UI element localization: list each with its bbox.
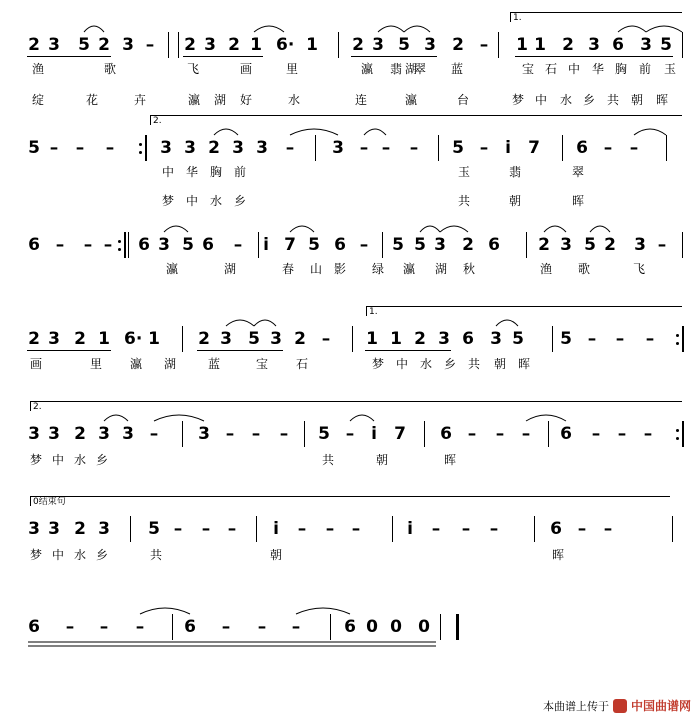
note: 3 bbox=[158, 235, 170, 255]
lyric-char: 歌 bbox=[578, 262, 591, 276]
note: 2 bbox=[28, 329, 40, 349]
note: 3 bbox=[220, 329, 232, 349]
slur bbox=[290, 226, 314, 232]
lyric-char: 胸 bbox=[210, 165, 223, 179]
note: 6 bbox=[462, 329, 474, 349]
note: – bbox=[221, 617, 231, 637]
lyric-char: 湖 bbox=[214, 93, 227, 107]
note: – bbox=[591, 424, 601, 444]
note: 2 bbox=[562, 35, 574, 55]
note: 1 bbox=[250, 35, 262, 55]
lyric-char: 宝 bbox=[522, 62, 535, 76]
lyric-char: 画 bbox=[30, 357, 43, 371]
note: – bbox=[149, 424, 159, 444]
note: 1 bbox=[516, 35, 528, 55]
note: 2 bbox=[452, 35, 464, 55]
note: 3 bbox=[588, 35, 600, 55]
lyric-char: 里 bbox=[90, 357, 103, 371]
lyric-char: 乡 bbox=[96, 548, 109, 562]
slur bbox=[140, 608, 190, 614]
lyric-char: 石 bbox=[296, 357, 309, 371]
note: 5 bbox=[318, 424, 330, 444]
note: – bbox=[279, 424, 289, 444]
note: – bbox=[577, 519, 587, 539]
lyric-char: 宝 bbox=[256, 357, 269, 371]
lyric-char: 共 bbox=[150, 548, 163, 562]
lyric-char: 朝 bbox=[509, 194, 522, 208]
lyric-char: 渔 bbox=[32, 62, 45, 76]
slur bbox=[164, 226, 188, 232]
note: – bbox=[351, 519, 361, 539]
note: – bbox=[645, 329, 655, 349]
slur bbox=[420, 226, 440, 232]
slur bbox=[404, 26, 430, 32]
lyric-char: 连 bbox=[355, 93, 368, 107]
note: 0 bbox=[418, 617, 430, 637]
note: 5 bbox=[308, 235, 320, 255]
note: – bbox=[467, 424, 477, 444]
note: 3 bbox=[48, 519, 60, 539]
lyric-char: 湖 bbox=[164, 357, 177, 371]
note: 3 bbox=[332, 138, 344, 158]
note: 2 bbox=[538, 235, 550, 255]
note: – bbox=[227, 519, 237, 539]
note: 1 bbox=[366, 329, 378, 349]
note: 3 bbox=[98, 519, 110, 539]
slur bbox=[214, 129, 238, 135]
lyric-char: 中 bbox=[568, 62, 581, 76]
note: 3 bbox=[28, 424, 40, 444]
note: 6 bbox=[344, 617, 356, 637]
slur bbox=[254, 26, 284, 32]
note: 3 bbox=[270, 329, 282, 349]
note: 6 bbox=[334, 235, 346, 255]
lyric-char: 梦 bbox=[30, 453, 43, 467]
lyric-char: 石 bbox=[545, 62, 558, 76]
note: – bbox=[65, 617, 75, 637]
note: – bbox=[587, 329, 597, 349]
note: 3 bbox=[98, 424, 110, 444]
lyric-char: 华 bbox=[592, 62, 605, 76]
note: 5 bbox=[560, 329, 572, 349]
lyric-char: 共 bbox=[607, 93, 620, 107]
note: – bbox=[521, 424, 531, 444]
note: 2 bbox=[74, 329, 86, 349]
slur bbox=[290, 129, 338, 135]
note: – bbox=[461, 519, 471, 539]
lyric-char: 蓝 bbox=[451, 62, 464, 76]
lyric-char: 花 bbox=[86, 93, 99, 107]
lyric-char: 翠 bbox=[414, 62, 427, 76]
lyric-char: 山 bbox=[310, 262, 323, 276]
note: 3 bbox=[434, 235, 446, 255]
lyric-char: 影 bbox=[334, 262, 347, 276]
note: – bbox=[297, 519, 307, 539]
volta-label: 1. bbox=[513, 13, 522, 23]
note: i bbox=[263, 235, 269, 255]
lyric-char: 朝 bbox=[376, 453, 389, 467]
note: 6 bbox=[576, 138, 588, 158]
slur bbox=[254, 320, 276, 326]
note: 2 bbox=[198, 329, 210, 349]
lyric-char: 共 bbox=[468, 357, 481, 371]
site-logo: 中国曲谱网 bbox=[630, 699, 691, 713]
note: 0 bbox=[390, 617, 402, 637]
slur bbox=[590, 226, 610, 232]
note: 5 bbox=[182, 235, 194, 255]
lyric-char: 水 bbox=[74, 548, 87, 562]
lyric-char: 湖 bbox=[224, 262, 237, 276]
note: – bbox=[201, 519, 211, 539]
note: 6 bbox=[550, 519, 562, 539]
volta-label: 2. bbox=[153, 116, 162, 126]
note: 3 bbox=[48, 329, 60, 349]
note: – bbox=[135, 617, 145, 637]
note: 0 bbox=[366, 617, 378, 637]
note: 3 bbox=[634, 235, 646, 255]
note: – bbox=[257, 617, 267, 637]
note: – bbox=[359, 235, 369, 255]
note: – bbox=[325, 519, 335, 539]
lyric-char: 绿 bbox=[372, 262, 385, 276]
lyric-char: 翠 bbox=[572, 165, 585, 179]
lyric-char: 春 bbox=[282, 262, 295, 276]
lyric-char: 秋 bbox=[463, 262, 476, 276]
note: 3 bbox=[28, 519, 40, 539]
note: 6 bbox=[560, 424, 572, 444]
note: 3 bbox=[640, 35, 652, 55]
note: 5 bbox=[248, 329, 260, 349]
note: 3 bbox=[490, 329, 502, 349]
lyric-char: 渔 bbox=[540, 262, 553, 276]
lyric-char: 飞 bbox=[187, 62, 200, 76]
slur bbox=[226, 320, 254, 326]
note: 3 bbox=[122, 35, 134, 55]
note: 3 bbox=[198, 424, 210, 444]
note: – bbox=[643, 424, 653, 444]
lyric-char: 翡 bbox=[509, 165, 522, 179]
lyric-char: 台 bbox=[457, 93, 470, 107]
lyric-char: 飞 bbox=[633, 262, 646, 276]
note: 5 bbox=[148, 519, 160, 539]
note: 3 bbox=[560, 235, 572, 255]
note: 5 bbox=[414, 235, 426, 255]
note: 2 bbox=[74, 424, 86, 444]
lyric-char: 蓝 bbox=[208, 357, 221, 371]
note: – bbox=[321, 329, 331, 349]
note: – bbox=[83, 235, 93, 255]
lyric-char: 乡 bbox=[444, 357, 457, 371]
slur bbox=[646, 26, 682, 32]
note: 3 bbox=[256, 138, 268, 158]
slur bbox=[350, 415, 374, 421]
slur bbox=[154, 415, 204, 421]
note: – bbox=[55, 235, 65, 255]
lyric-char: 晖 bbox=[572, 194, 585, 208]
note: 5 bbox=[584, 235, 596, 255]
note: 6· bbox=[124, 329, 143, 349]
lyric-char: 乡 bbox=[234, 194, 247, 208]
note: 7 bbox=[284, 235, 296, 255]
note: 2 bbox=[462, 235, 474, 255]
slur bbox=[618, 26, 646, 32]
note: 6 bbox=[184, 617, 196, 637]
note: 2 bbox=[604, 235, 616, 255]
lyric-char: 好 bbox=[240, 93, 253, 107]
note: – bbox=[75, 138, 85, 158]
slur bbox=[84, 26, 104, 32]
note: 2 bbox=[184, 35, 196, 55]
note: 3 bbox=[424, 35, 436, 55]
note: – bbox=[225, 424, 235, 444]
slur bbox=[104, 415, 128, 421]
note: 6 bbox=[488, 235, 500, 255]
lyric-char: 瀛 bbox=[403, 262, 416, 276]
note: – bbox=[345, 424, 355, 444]
note: 7 bbox=[394, 424, 406, 444]
note: 5 bbox=[512, 329, 524, 349]
note: 2 bbox=[74, 519, 86, 539]
lyric-char: 水 bbox=[420, 357, 433, 371]
note: i bbox=[371, 424, 377, 444]
lyric-char: 晖 bbox=[656, 93, 669, 107]
note: – bbox=[409, 138, 419, 158]
note: – bbox=[431, 519, 441, 539]
lyric-char: 瀛 bbox=[166, 262, 179, 276]
lyric-char: 中 bbox=[396, 357, 409, 371]
lyric-char: 朝 bbox=[494, 357, 507, 371]
note: 6 bbox=[440, 424, 452, 444]
note: 6 bbox=[612, 35, 624, 55]
note: 6· bbox=[276, 35, 295, 55]
lyric-char: 梦 bbox=[512, 93, 525, 107]
lyric-char: 朝 bbox=[270, 548, 283, 562]
volta-label: 1. bbox=[369, 307, 378, 317]
lyric-char: 中 bbox=[162, 165, 175, 179]
lyric-char: 晖 bbox=[518, 357, 531, 371]
lyric-char: 瀛 bbox=[130, 357, 143, 371]
slur bbox=[496, 320, 518, 326]
note: – bbox=[145, 35, 155, 55]
lyric-char: 前 bbox=[639, 62, 652, 76]
note: 5 bbox=[28, 138, 40, 158]
lyric-char: 梦 bbox=[372, 357, 385, 371]
note: – bbox=[657, 235, 667, 255]
note: 3 bbox=[372, 35, 384, 55]
note: – bbox=[479, 138, 489, 158]
lyric-char: 华 bbox=[186, 165, 199, 179]
lyric-char: 梦 bbox=[30, 548, 43, 562]
site-logo-icon bbox=[613, 699, 627, 713]
note: – bbox=[603, 519, 613, 539]
note: – bbox=[291, 617, 301, 637]
lyric-char: 湖 bbox=[405, 62, 418, 76]
note: – bbox=[495, 424, 505, 444]
lyric-char: 中 bbox=[535, 93, 548, 107]
lyric-char: 共 bbox=[458, 194, 471, 208]
note: 3 bbox=[438, 329, 450, 349]
lyric-char: 水 bbox=[288, 93, 301, 107]
lyric-char: 玉 bbox=[664, 62, 677, 76]
lyric-char: 玉 bbox=[458, 165, 471, 179]
lyric-char: 水 bbox=[560, 93, 573, 107]
note: 5 bbox=[398, 35, 410, 55]
note: 1 bbox=[390, 329, 402, 349]
lyric-char: 瀛 bbox=[188, 93, 201, 107]
slur bbox=[634, 129, 666, 135]
lyric-char: 画 bbox=[240, 62, 253, 76]
note: 2 bbox=[228, 35, 240, 55]
lyric-char: 梦 bbox=[162, 194, 175, 208]
lyric-char: 瀛 bbox=[361, 62, 374, 76]
note: – bbox=[99, 617, 109, 637]
note: 3 bbox=[160, 138, 172, 158]
note: i bbox=[407, 519, 413, 539]
lyric-char: 乡 bbox=[96, 453, 109, 467]
note: 3 bbox=[48, 35, 60, 55]
note: 3 bbox=[204, 35, 216, 55]
note: 1 bbox=[98, 329, 110, 349]
note: 3 bbox=[122, 424, 134, 444]
upload-credit: 本曲谱上传于 bbox=[542, 699, 609, 713]
note: – bbox=[49, 138, 59, 158]
note: – bbox=[381, 138, 391, 158]
slur bbox=[378, 26, 404, 32]
lyric-char: 歌 bbox=[104, 62, 117, 76]
note: 2 bbox=[414, 329, 426, 349]
lyric-char: 前 bbox=[234, 165, 247, 179]
lyric-char: 中 bbox=[52, 548, 65, 562]
lyric-char: 中 bbox=[186, 194, 199, 208]
lyric-char: 卉 bbox=[134, 93, 147, 107]
note: 5 bbox=[660, 35, 672, 55]
lyric-char: 瀛 bbox=[405, 93, 418, 107]
note: – bbox=[615, 329, 625, 349]
note: 2 bbox=[28, 35, 40, 55]
note: – bbox=[617, 424, 627, 444]
lyric-char: 中 bbox=[52, 453, 65, 467]
note: 1 bbox=[534, 35, 546, 55]
note: 6 bbox=[202, 235, 214, 255]
lyric-char: 水 bbox=[210, 194, 223, 208]
note: 3 bbox=[184, 138, 196, 158]
lyric-char: 胸 bbox=[615, 62, 628, 76]
note: – bbox=[103, 235, 113, 255]
note: 5 bbox=[452, 138, 464, 158]
note: 3 bbox=[48, 424, 60, 444]
note: i bbox=[505, 138, 511, 158]
lyric-char: 晖 bbox=[552, 548, 565, 562]
note: – bbox=[173, 519, 183, 539]
note: 6 bbox=[28, 617, 40, 637]
lyric-char: 水 bbox=[74, 453, 87, 467]
note: – bbox=[603, 138, 613, 158]
lyric-char: 晖 bbox=[444, 453, 457, 467]
note: 2 bbox=[294, 329, 306, 349]
note: 5 bbox=[392, 235, 404, 255]
note: 1 bbox=[148, 329, 160, 349]
note: – bbox=[479, 35, 489, 55]
note: – bbox=[285, 138, 295, 158]
note: 5 bbox=[78, 35, 90, 55]
note: – bbox=[105, 138, 115, 158]
note: 3 bbox=[232, 138, 244, 158]
footer bbox=[543, 697, 691, 714]
lyric-char: 乡 bbox=[583, 93, 596, 107]
slur bbox=[364, 129, 386, 135]
note: 2 bbox=[98, 35, 110, 55]
note: – bbox=[233, 235, 243, 255]
lyric-char: 朝 bbox=[631, 93, 644, 107]
note: – bbox=[629, 138, 639, 158]
volta-label: 0结束句 bbox=[33, 497, 66, 507]
lyric-char: 湖 bbox=[435, 262, 448, 276]
slur bbox=[544, 226, 566, 232]
note: – bbox=[251, 424, 261, 444]
slur bbox=[440, 226, 468, 232]
note: i bbox=[273, 519, 279, 539]
lyric-char: 共 bbox=[322, 453, 335, 467]
note: 6 bbox=[138, 235, 150, 255]
note: – bbox=[489, 519, 499, 539]
slur bbox=[296, 608, 350, 614]
lyric-char: 翡 bbox=[390, 62, 403, 76]
lyric-char: 绽 bbox=[32, 93, 45, 107]
note: – bbox=[359, 138, 369, 158]
volta-label: 2. bbox=[33, 402, 42, 412]
slur bbox=[526, 415, 566, 421]
note: 7 bbox=[528, 138, 540, 158]
note: 2 bbox=[352, 35, 364, 55]
note: 2 bbox=[208, 138, 220, 158]
lyric-char: 里 bbox=[286, 62, 299, 76]
note: 6 bbox=[28, 235, 40, 255]
note: 1 bbox=[306, 35, 318, 55]
